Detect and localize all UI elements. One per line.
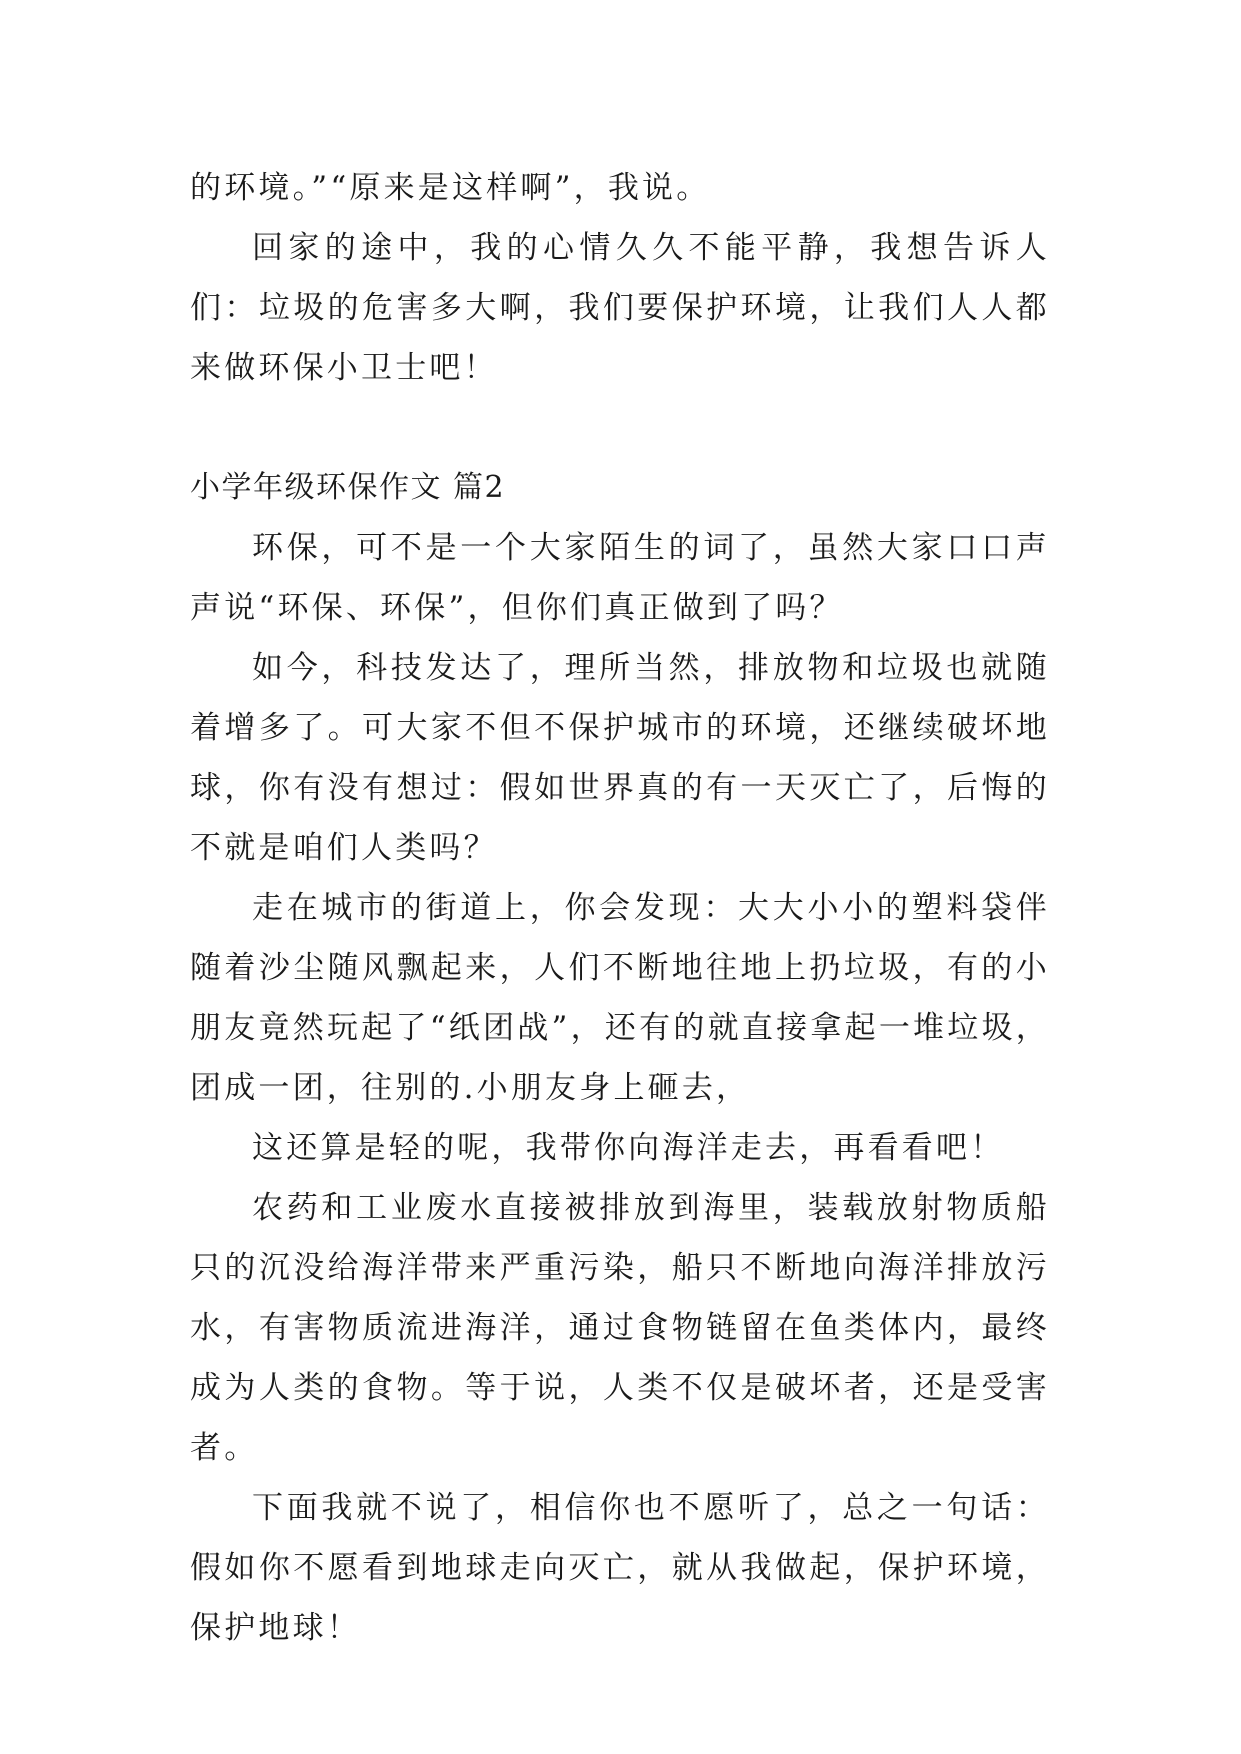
section-title: 小学年级环保作文 篇2 xyxy=(190,470,506,505)
paragraph: 下面我就不说了，相信你也不愿听了，总之一句话：假如你不愿看到地球走向灭亡，就从我做起，保护环境，保护地球！ xyxy=(190,1490,1050,1646)
paragraph: 如今，科技发达了，理所当然，排放物和垃圾也就随着增多了。可大家不但不保护城市的环境，还继续破坏地球，你有没有想过：假如世界真的有一天灭亡了，后悔的不就是咱们人类吗？ xyxy=(190,650,1050,866)
paragraph-continuation: 的环境。”“原来是这样啊”，我说。 xyxy=(190,170,711,206)
paragraph: 这还算是轻的呢，我带你向海洋走去，再看看吧！ xyxy=(252,1130,1005,1166)
paragraph-conclusion: 回家的途中，我的心情久久不能平静，我想告诉人们：垃圾的危害多大啊，我们要保护环境，让我们人人都来做环保小卫士吧！ xyxy=(190,230,1050,386)
paragraph: 走在城市的街道上，你会发现：大大小小的塑料袋伴随着沙尘随风飘起来，人们不断地往地上扔垃圾，有的小朋友竟然玩起了“纸团战”，还有的就直接拿起一堆垃圾，团成一团，往别的.小朋友身上砸去， xyxy=(190,890,1050,1106)
document-body xyxy=(190,158,1050,1658)
paragraph: 农药和工业废水直接被排放到海里，装载放射物质船只的沉没给海洋带来严重污染，船只不断地向海洋排放污水，有害物质流进海洋，通过食物链留在鱼类体内，最终成为人类的食物。等于说，人类不仅是破坏者，还是受害者。 xyxy=(190,1190,1050,1466)
paragraph: 环保，可不是一个大家陌生的词了，虽然大家口口声声说“环保、环保”，但你们真正做到了吗？ xyxy=(190,530,1050,626)
